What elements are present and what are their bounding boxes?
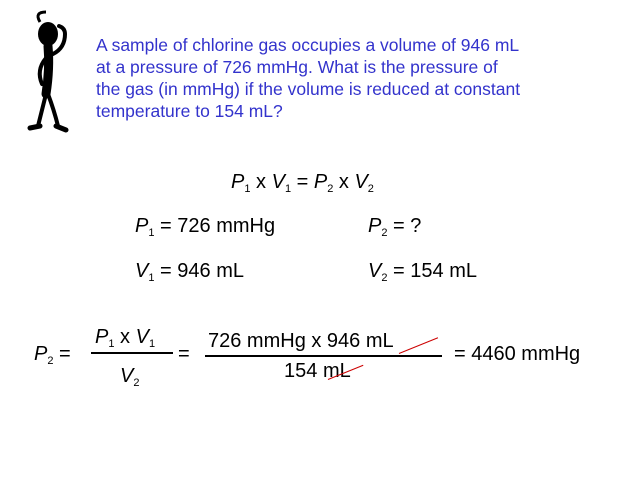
- thinking-stick-figure-icon: [18, 10, 80, 135]
- cancel-strike: [399, 337, 438, 354]
- problem-line: the gas (in mmHg) if the volume is reduced at constant: [96, 79, 521, 99]
- given-v1: $V_1 = 946$ mL: [135, 260, 244, 284]
- formula-denominator: $V_2$: [120, 365, 140, 389]
- given-p2: $P_2$ = ?: [368, 215, 422, 239]
- boyles-law-equation: $P_1$ x $V_1 = P_2$ x $V_2$: [231, 171, 374, 195]
- final-result: = 4460 mmHg: [454, 343, 581, 365]
- numeric-denominator: 154 mL: [284, 360, 351, 382]
- formula-numerator: $P_1$ x $V_1$: [95, 326, 156, 350]
- problem-line: temperature to 154 mL?: [96, 101, 283, 121]
- problem-statement: [96, 34, 626, 122]
- solution-lhs: $P_2$ =: [34, 343, 71, 367]
- cancelled-unit: mL: [365, 330, 394, 352]
- given-v2: $V_2 = 154$ mL: [368, 260, 477, 284]
- numeric-numerator: 726 mmHg x 946 mL: [208, 330, 394, 352]
- formula-fraction-bar: [91, 352, 173, 354]
- problem-line: A sample of chlorine gas occupies a volume of 946 mL: [96, 35, 520, 55]
- problem-line: at a pressure of 726 mmHg. What is the pressure of: [96, 57, 498, 77]
- given-p1: $P_1 = 726$ mmHg: [135, 215, 276, 239]
- mid-equals: =: [178, 343, 190, 365]
- numeric-fraction-bar: [205, 355, 442, 357]
- cancelled-unit: mL: [322, 360, 351, 382]
